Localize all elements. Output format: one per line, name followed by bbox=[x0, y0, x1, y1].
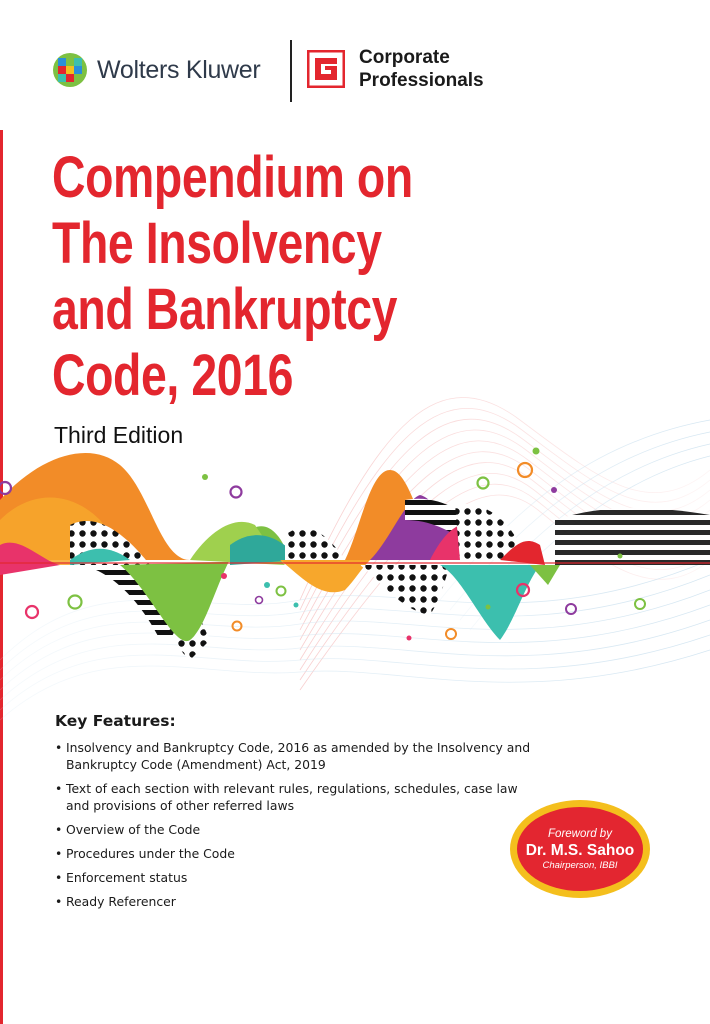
pink-line-waves bbox=[300, 398, 710, 691]
title-line: Code, 2016 bbox=[52, 343, 294, 408]
black-dots-left bbox=[70, 521, 150, 565]
feature-item: • Ready Referencer bbox=[55, 893, 535, 910]
green-wave bbox=[120, 526, 290, 641]
deco-dot bbox=[264, 582, 270, 588]
logo-divider bbox=[290, 40, 292, 102]
book-title bbox=[52, 145, 413, 409]
deco-ring bbox=[69, 596, 82, 609]
feature-item: • Enforcement status bbox=[55, 869, 535, 886]
cover-left-edge bbox=[0, 130, 3, 1024]
deco-ring bbox=[635, 599, 645, 609]
magenta-peak bbox=[430, 524, 500, 560]
deco-ring bbox=[256, 597, 263, 604]
red-wave-right bbox=[500, 541, 545, 565]
cp-name-line2: Professionals bbox=[359, 70, 484, 91]
feature-item: • Procedures under the Code bbox=[55, 845, 535, 862]
wolters-kluwer-mosaic-icon bbox=[52, 52, 88, 88]
deco-ring bbox=[446, 629, 456, 639]
deco-dot bbox=[618, 554, 623, 559]
orange-wave bbox=[0, 453, 190, 560]
foreword-author-role: Chairperson, IBBI bbox=[542, 859, 618, 871]
teal-band bbox=[230, 535, 300, 565]
feature-item: • Insolvency and Bankruptcy Code, 2016 as amended by the Insolvency and Bankruptcy Code (Amendment) Act, 2019 bbox=[55, 739, 535, 773]
deco-ring bbox=[277, 587, 286, 596]
feature-item: • Text of each section with relevant rules, regulations, schedules, case law and provisions of other referred laws bbox=[55, 780, 535, 814]
corporate-professionals-logo bbox=[307, 46, 484, 92]
cp-name-line1: Corporate bbox=[359, 47, 450, 68]
key-features-heading: Key Features: bbox=[55, 712, 176, 730]
title-line: The Insolvency bbox=[52, 211, 382, 276]
dots-lower-left bbox=[150, 580, 210, 660]
deco-dot bbox=[407, 636, 412, 641]
foreword-author: Dr. M.S. Sahoo bbox=[525, 841, 635, 859]
orange-peak bbox=[345, 470, 440, 560]
edition-label: Third Edition bbox=[54, 422, 184, 448]
title-line: Compendium on bbox=[52, 145, 413, 210]
magenta-wave-left bbox=[0, 543, 60, 575]
stripes-far-right bbox=[555, 508, 710, 565]
deco-ring bbox=[26, 606, 38, 618]
corporate-professionals-name bbox=[359, 46, 484, 92]
deco-dot bbox=[202, 474, 208, 480]
dots-below-center bbox=[360, 565, 450, 615]
deco-dot bbox=[486, 605, 491, 610]
purple-peak bbox=[370, 495, 470, 560]
dots-mid bbox=[285, 528, 345, 560]
key-features bbox=[55, 712, 535, 917]
feature-item: • Overview of the Code bbox=[55, 821, 535, 838]
deco-ring bbox=[478, 478, 489, 489]
green-tri-right bbox=[530, 565, 560, 585]
yellow-wave bbox=[0, 498, 170, 566]
dots-right bbox=[455, 504, 520, 560]
foreword-badge-inner bbox=[517, 807, 643, 891]
teal-dip bbox=[440, 565, 540, 640]
key-features-list bbox=[55, 739, 535, 910]
deco-ring bbox=[517, 584, 529, 596]
deco-ring bbox=[231, 487, 242, 498]
blue-line-waves bbox=[0, 420, 710, 720]
orange-low bbox=[280, 560, 370, 592]
wolters-kluwer-logo bbox=[52, 50, 260, 90]
deco-dot bbox=[551, 487, 557, 493]
foreword-badge bbox=[510, 800, 650, 898]
deco-ring bbox=[233, 622, 242, 631]
deco-dot bbox=[294, 603, 299, 608]
stripes-right bbox=[405, 499, 470, 545]
deco-dot bbox=[221, 573, 227, 579]
axis-line bbox=[0, 562, 710, 564]
corporate-professionals-square-icon bbox=[307, 50, 345, 88]
wolters-kluwer-name: Wolters Kluwer bbox=[97, 55, 261, 84]
deco-ring bbox=[566, 604, 576, 614]
deco-dot bbox=[533, 448, 540, 455]
deco-ring bbox=[518, 463, 532, 477]
title-line: and Bankruptcy bbox=[52, 277, 398, 342]
teal-wave-left bbox=[70, 549, 130, 565]
foreword-label: Foreword by bbox=[548, 827, 612, 840]
black-stripes-left bbox=[80, 565, 190, 640]
green-wave-up bbox=[190, 522, 285, 565]
